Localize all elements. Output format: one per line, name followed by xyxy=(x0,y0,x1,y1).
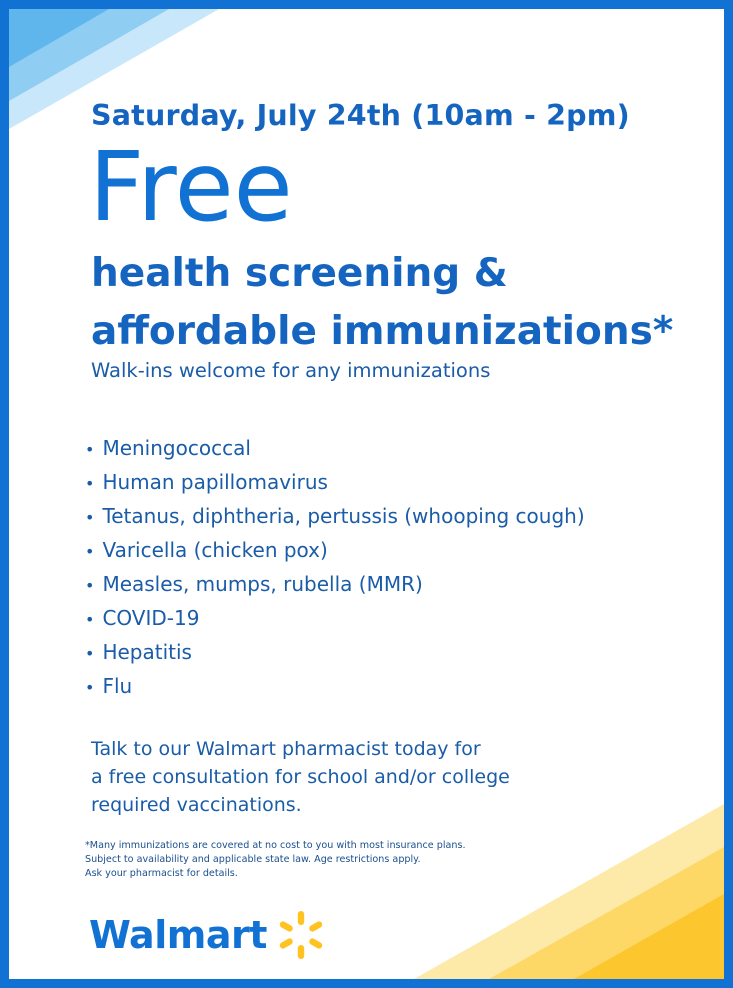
fine-print-line-3: Ask your pharmacist for details. xyxy=(85,868,238,879)
spark-icon xyxy=(275,909,327,961)
list-item: • Hepatitis xyxy=(85,635,585,669)
poster-content xyxy=(9,9,724,979)
headline-line-2: affordable immunizations* xyxy=(91,309,674,354)
fine-print-line-1: *Many immunizations are covered at no cost to you with most insurance plans. xyxy=(85,840,466,851)
pharmacist-message-line-2: a free consultation for school and/or college xyxy=(91,766,510,788)
immunization-list xyxy=(85,431,585,703)
pharmacist-message-line-1: Talk to our Walmart pharmacist today for xyxy=(91,738,481,760)
event-date: Saturday, July 24th (10am - 2pm) xyxy=(91,99,630,132)
walkins-note: Walk-ins welcome for any immunizations xyxy=(91,359,491,382)
pharmacist-message-line-3: required vaccinations. xyxy=(91,794,302,816)
list-item: • Varicella (chicken pox) xyxy=(85,533,585,567)
walmart-logo xyxy=(89,909,327,961)
fine-print xyxy=(85,839,555,881)
list-item: • Measles, mumps, rubella (MMR) xyxy=(85,567,585,601)
headline xyxy=(91,245,673,361)
headline-free: Free xyxy=(89,131,293,243)
list-item: • COVID-19 xyxy=(85,601,585,635)
list-item: • Flu xyxy=(85,669,585,703)
headline-line-1: health screening & xyxy=(91,251,508,296)
list-item: • Human papillomavirus xyxy=(85,465,585,499)
list-item: • Meningococcal xyxy=(85,431,585,465)
list-item: • Tetanus, diphtheria, pertussis (whooping cough) xyxy=(85,499,585,533)
logo-wordmark: Walmart xyxy=(89,913,267,957)
fine-print-line-2: Subject to availability and applicable state law. Age restrictions apply. xyxy=(85,854,421,865)
pharmacist-message xyxy=(91,735,571,819)
